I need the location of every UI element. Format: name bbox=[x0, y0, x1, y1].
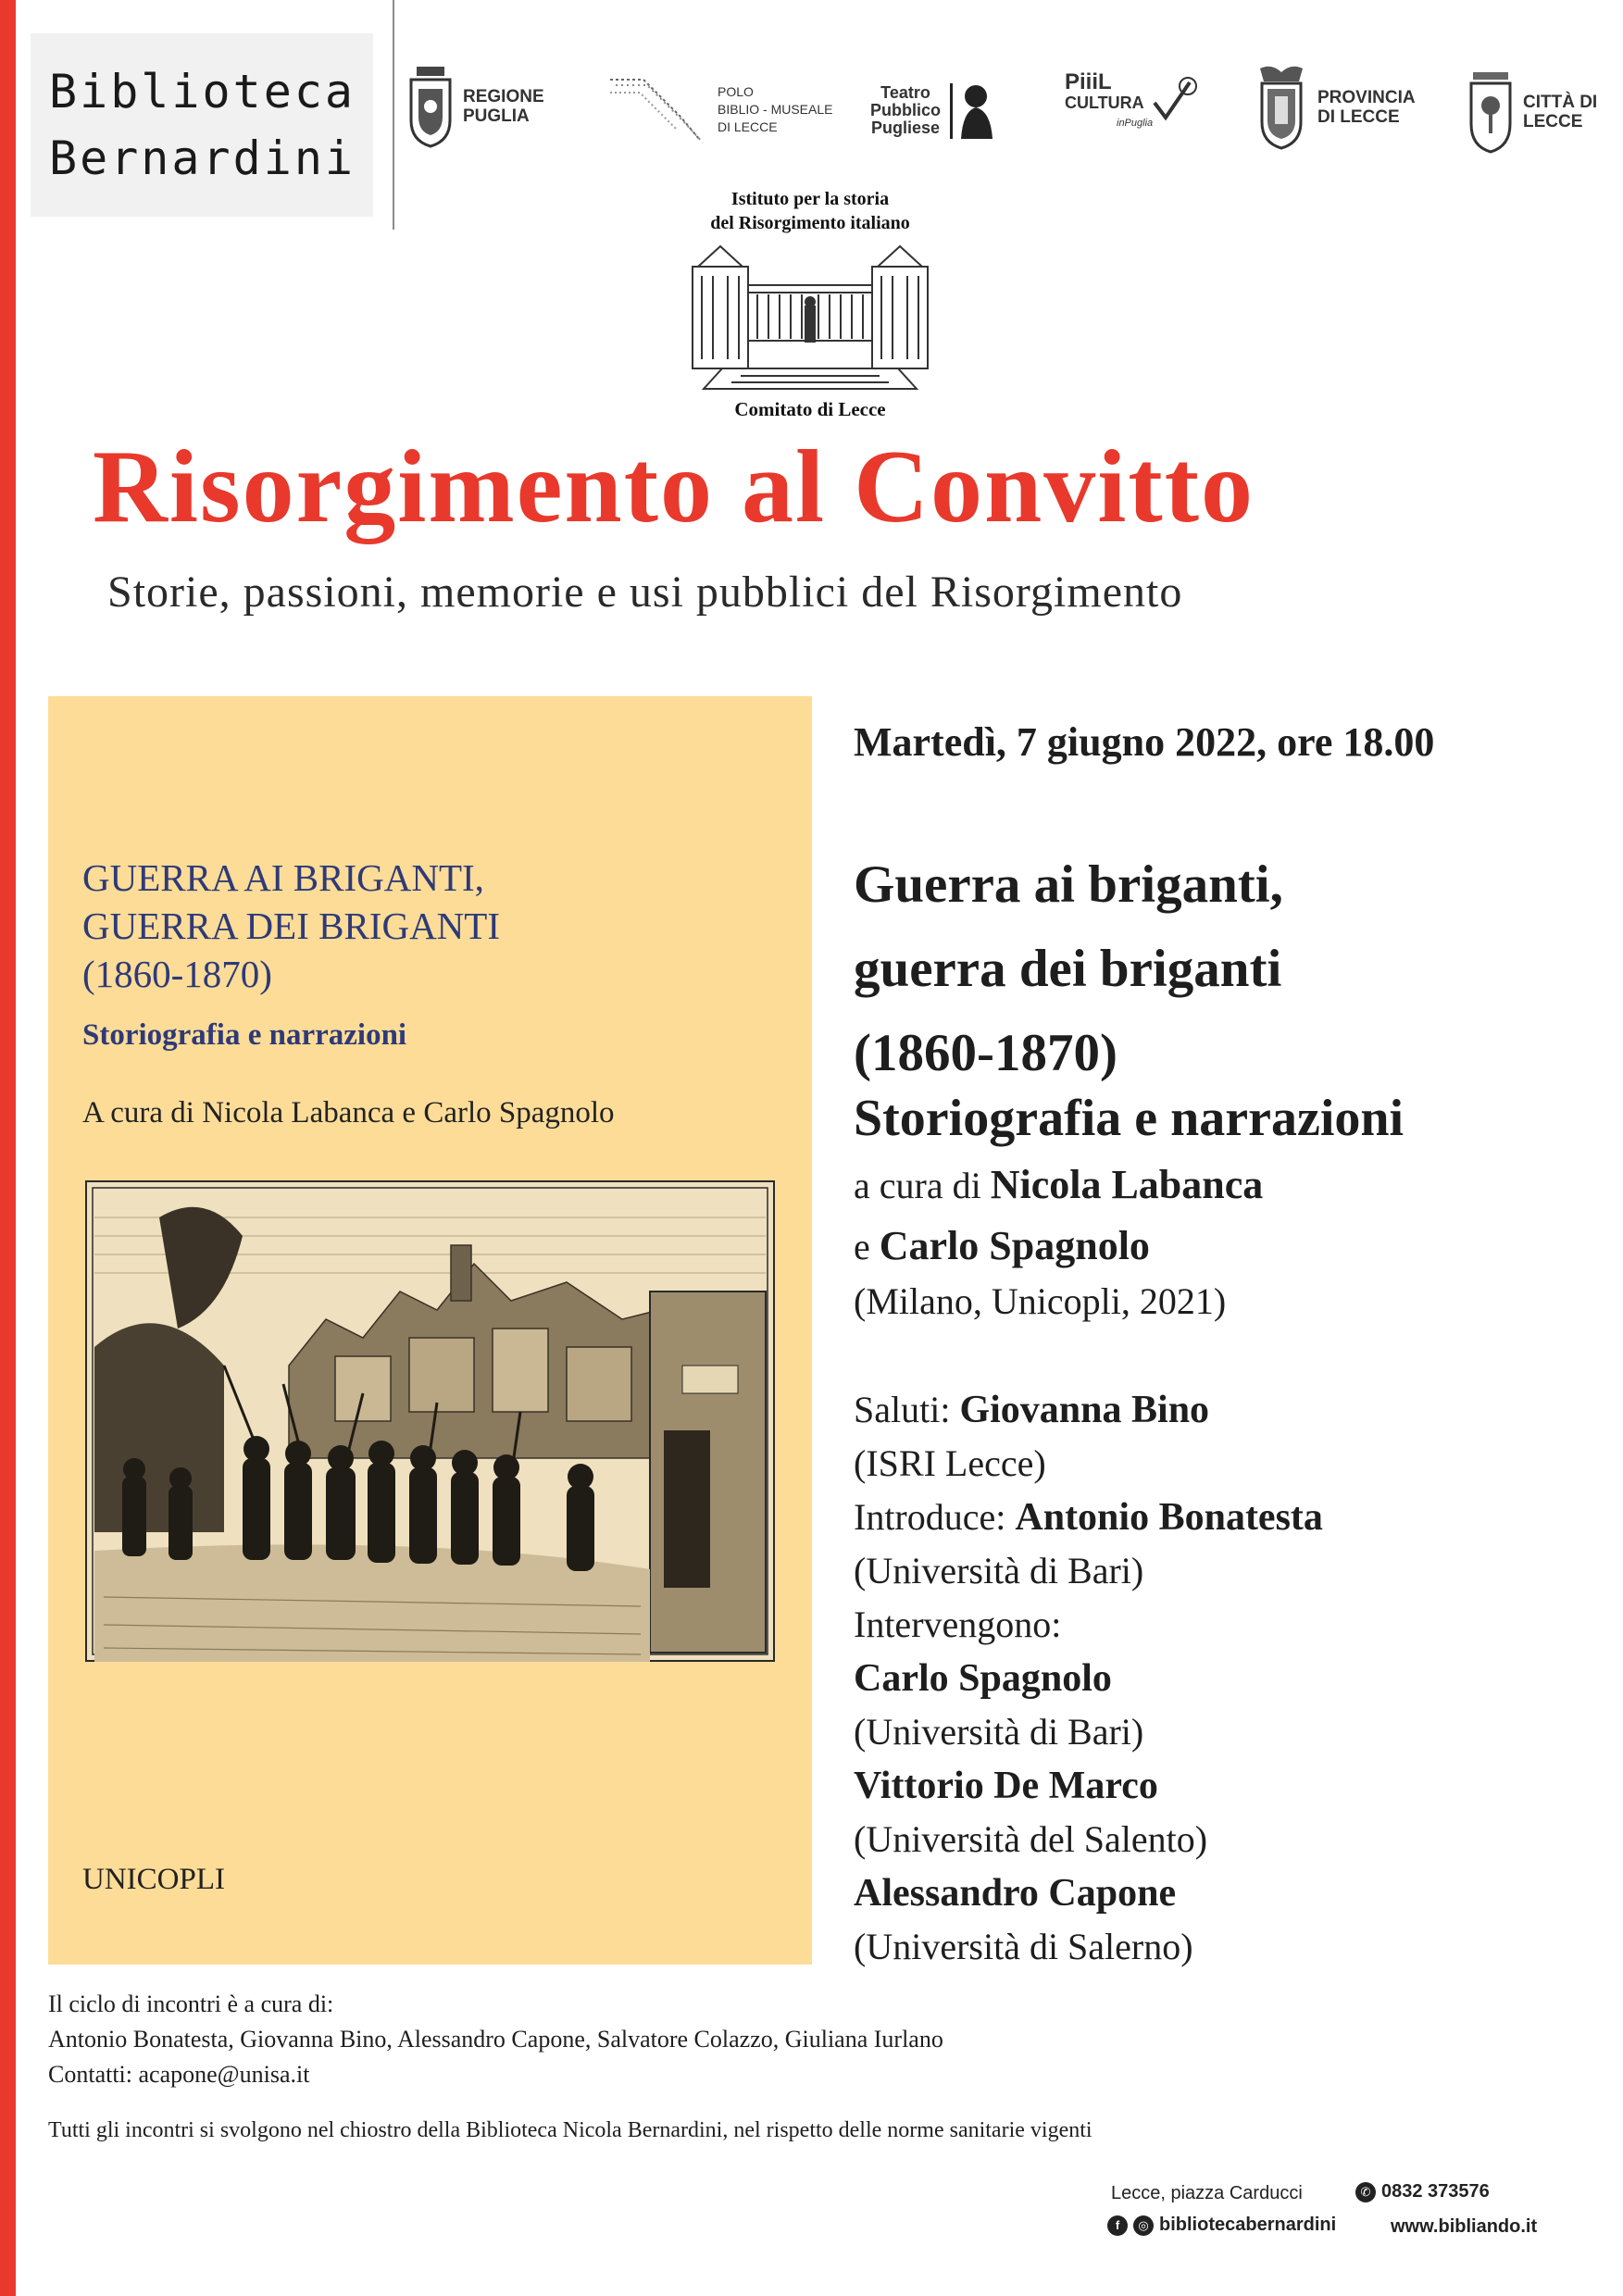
greetings-label: Saluti: bbox=[854, 1389, 951, 1430]
sponsor-polo-line-2: BIBLIO - MUSEALE bbox=[718, 101, 833, 117]
intro-name: Antonio Bonatesta bbox=[1015, 1496, 1323, 1539]
greetings-affiliation: (ISRI Lecce) bbox=[854, 1442, 1046, 1484]
book-title-line-1: Guerra ai briganti, bbox=[854, 855, 1283, 914]
sponsor-teatro-line-2: Pubblico bbox=[870, 100, 941, 119]
speakers-label: Intervengono: bbox=[854, 1603, 1062, 1645]
sponsor-regione-line-2: PUGLIA bbox=[463, 106, 530, 126]
editor-2-name: Carlo Spagnolo bbox=[879, 1223, 1150, 1268]
sponsor-piiil-line-1: PiiiL bbox=[1065, 69, 1112, 94]
cover-engraving-illustration bbox=[85, 1180, 775, 1662]
phone-contact[interactable] bbox=[1355, 2181, 1490, 2202]
citta-lecce-crest-icon bbox=[1467, 70, 1514, 154]
polo-biblio-museale-logo-icon bbox=[606, 72, 708, 146]
editor-conjunction: e bbox=[854, 1226, 870, 1267]
intro-label: Introduce: bbox=[854, 1496, 1006, 1538]
website-link[interactable] bbox=[1391, 2216, 1537, 2238]
book-cover bbox=[48, 696, 812, 1965]
sponsor-citta-line-2: LECCE bbox=[1523, 112, 1583, 131]
contacts-line: Contatti: acapone@unisa.it bbox=[48, 2061, 310, 2088]
sponsor-citta-di-lecce bbox=[1467, 70, 1597, 154]
phone-number: 0832 373576 bbox=[1381, 2181, 1490, 2202]
whatsapp-icon: ✆ bbox=[1355, 2182, 1376, 2202]
website-url: www.bibliando.it bbox=[1391, 2216, 1538, 2237]
isri-heading bbox=[648, 187, 972, 235]
speaker-name bbox=[854, 1652, 1323, 1705]
intro-line bbox=[854, 1491, 1323, 1544]
speaker-1-affiliation: (Università di Bari) bbox=[854, 1711, 1144, 1753]
event-date: Martedì, 7 giugno 2022, ore 18.00 bbox=[854, 719, 1435, 765]
social-handle: bibliotecabernardini bbox=[1159, 2215, 1337, 2235]
sponsor-regione-puglia bbox=[407, 65, 544, 148]
header-divider bbox=[393, 0, 394, 230]
sponsor-provincia-di-lecce bbox=[1255, 65, 1416, 150]
sponsor-provincia-line-2: DI LECCE bbox=[1317, 107, 1400, 127]
sponsor-regione-line-1: REGIONE bbox=[463, 87, 544, 106]
book-title-line-3: (1860-1870) bbox=[854, 1024, 1117, 1082]
cover-title bbox=[82, 854, 500, 998]
greetings-line bbox=[854, 1383, 1323, 1437]
teatro-figure-icon bbox=[948, 78, 1000, 143]
logo-line-1: Biblioteca bbox=[49, 65, 356, 119]
sponsor-citta-line-1: CITTÀ DI bbox=[1523, 93, 1598, 112]
biblioteca-bernardini-logo bbox=[31, 33, 373, 217]
speaker-name bbox=[854, 1866, 1323, 1920]
sponsor-provincia-line-1: PROVINCIA bbox=[1317, 88, 1416, 107]
editor-1-name: Nicola Labanca bbox=[990, 1162, 1264, 1207]
piiil-check-icon bbox=[1153, 75, 1197, 131]
page-subtitle: Storie, passioni, memorie e usi pubblici del Risorgimento bbox=[107, 568, 1183, 617]
speaker-name bbox=[854, 1759, 1323, 1813]
book-subtitle: Storiografia e narrazioni bbox=[854, 1090, 1405, 1147]
speaker-1-name: Carlo Spagnolo bbox=[854, 1657, 1112, 1700]
book-title bbox=[854, 842, 1283, 1095]
left-accent-bar bbox=[0, 0, 16, 2296]
cover-title-line-2: GUERRA DEI BRIGANTI bbox=[82, 905, 500, 947]
speaker-3-name: Alessandro Capone bbox=[854, 1872, 1177, 1915]
editor-line-1 bbox=[854, 1161, 1263, 1208]
curators-list: Antonio Bonatesta, Giovanna Bino, Alessandro Capone, Salvatore Colazzo, Giuliana Iurlano bbox=[48, 2026, 943, 2053]
venue-note: Tutti gli incontri si svolgono nel chiostro della Biblioteca Nicola Bernardini, nel rispetto delle norme sanitarie vigenti bbox=[48, 2118, 1092, 2142]
book-title-line-2: guerra dei briganti bbox=[854, 940, 1282, 998]
isri-committee: Comitato di Lecce bbox=[734, 398, 886, 420]
regione-puglia-crest-icon bbox=[407, 65, 454, 148]
sponsor-piiil-cultura bbox=[1065, 69, 1197, 133]
footer-credits bbox=[48, 1987, 943, 2092]
sponsor-teatro-line-1: Teatro bbox=[880, 82, 930, 102]
address: Lecce, piazza Carducci bbox=[1111, 2183, 1303, 2203]
cover-publisher: UNICOPLI bbox=[82, 1863, 225, 1896]
isri-line-2: del Risorgimento italiano bbox=[710, 213, 910, 233]
editor-line-2 bbox=[854, 1222, 1150, 1269]
greetings-name: Giovanna Bino bbox=[959, 1389, 1210, 1431]
speaker-2-affiliation: (Università del Salento) bbox=[854, 1818, 1208, 1860]
provincia-lecce-crest-icon bbox=[1255, 65, 1308, 150]
intro-affiliation: (Università di Bari) bbox=[854, 1550, 1144, 1591]
logo-line-2: Bernardini bbox=[49, 131, 356, 185]
speaker-3-affiliation: (Università di Salerno) bbox=[854, 1926, 1193, 1967]
sponsor-polo-line-1: POLO bbox=[718, 83, 754, 99]
curated-label: Il ciclo di incontri è a cura di: bbox=[48, 1990, 334, 2017]
sponsor-polo-biblio-museale bbox=[606, 72, 832, 146]
cover-title-line-1: GUERRA AI BRIGANTI, bbox=[82, 856, 484, 899]
sponsor-teatro-line-3: Pugliese bbox=[870, 118, 941, 137]
social-contact[interactable] bbox=[1107, 2215, 1336, 2236]
publication-info: (Milano, Unicopli, 2021) bbox=[854, 1280, 1227, 1322]
page-title: Risorgimento al Convitto bbox=[93, 430, 1255, 544]
program-list bbox=[854, 1383, 1323, 1974]
instagram-icon: ◎ bbox=[1133, 2215, 1154, 2236]
cover-dates: (1860-1870) bbox=[82, 953, 272, 995]
sponsor-piiil-line-2: CULTURA bbox=[1065, 94, 1144, 112]
sponsor-polo-line-3: DI LECCE bbox=[718, 119, 778, 134]
cover-subtitle: Storiografia e narrazioni bbox=[82, 1018, 407, 1052]
vittoriano-monument-icon bbox=[685, 239, 935, 393]
speaker-2-name: Vittorio De Marco bbox=[854, 1765, 1158, 1807]
editor-prefix: a cura di bbox=[854, 1165, 981, 1206]
sponsor-teatro-pubblico-pugliese bbox=[870, 78, 1000, 143]
cover-editors: A cura di Nicola Labanca e Carlo Spagnolo bbox=[82, 1096, 615, 1129]
facebook-icon: f bbox=[1107, 2215, 1128, 2236]
isri-line-1: Istituto per la storia bbox=[730, 189, 890, 209]
sponsor-piiil-line-3: inPuglia bbox=[1117, 118, 1154, 129]
